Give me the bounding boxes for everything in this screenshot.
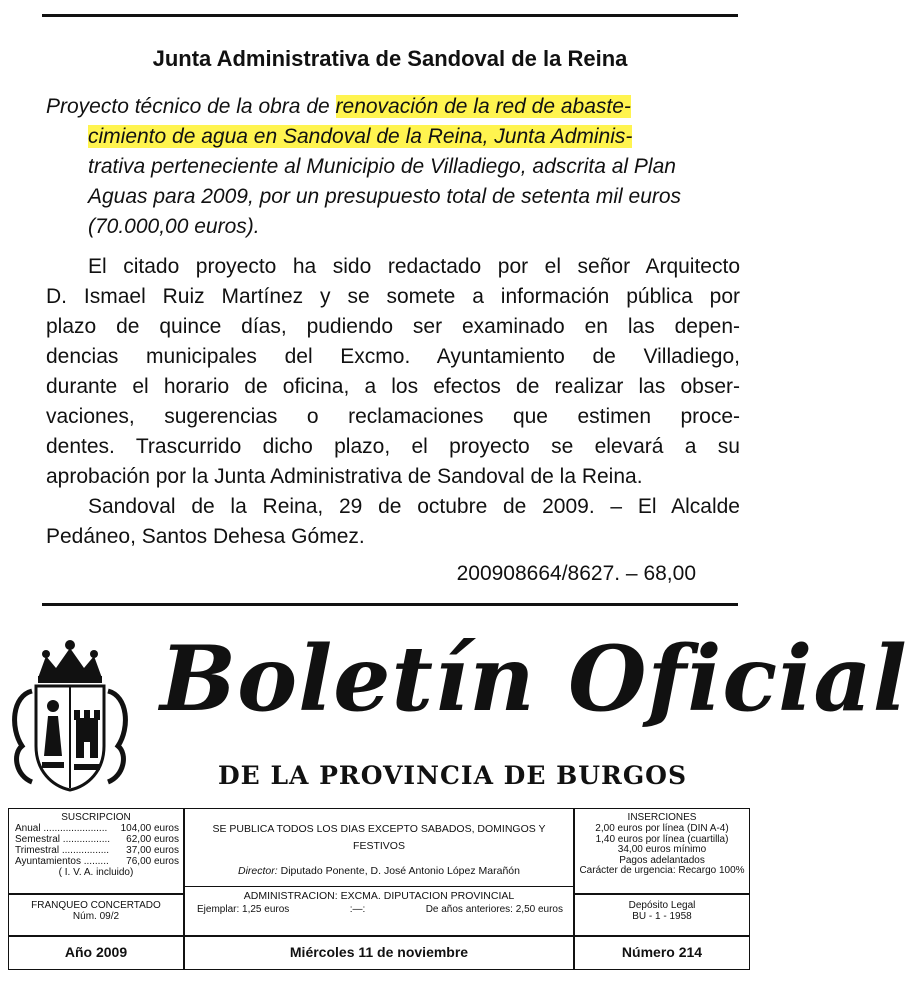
postage-box (8, 894, 184, 936)
subscription-row: Ayuntamientos ......... 76,00 euros (15, 856, 179, 867)
postage-label: FRANQUEO CONCERTADO (31, 900, 161, 911)
lead-line-1: Proyecto técnico de la obra de renovación de la red de abaste- (46, 95, 631, 118)
subscription-box (8, 808, 184, 894)
insertions-heading: INSERCIONES (627, 812, 697, 823)
copy-price: Ejemplar: 1,25 euros (197, 904, 290, 915)
issue-number: Número 214 (574, 936, 750, 970)
notice-title: Junta Administrativa de Sandoval de la Reina (152, 46, 628, 71)
body-line: dentes. Trascurrido dicho plazo, el proyecto se elevará a su (46, 435, 740, 458)
body-line: dencias municipales del Excmo. Ayuntamiento de Villadiego, (46, 345, 740, 368)
lead-line-3: trativa perteneciente al Municipio de Villadiego, adscrita al Plan (88, 155, 676, 178)
coat-of-arms-icon (8, 636, 132, 796)
section-rule (42, 603, 738, 606)
lead-line-4: Aguas para 2009, por un presupuesto total de setenta mil euros (88, 185, 682, 208)
legal-deposit-number: BU - 1 - 1958 (632, 911, 692, 922)
top-rule (42, 14, 738, 17)
price-line (185, 902, 573, 915)
lead-line-5: (70.000,00 euros). (88, 215, 260, 238)
body-line: durante el horario de oficina, a los efectos de realizar las obser- (46, 375, 740, 398)
body-line: El citado proyecto ha sido redactado por el señor Arquitecto (88, 255, 740, 278)
vat-note: ( I. V. A. incluido) (58, 867, 134, 878)
insertion-rate: 2,00 euros por línea (DIN A-4) (595, 823, 729, 834)
issue-date: Miércoles 11 de noviembre (184, 936, 574, 970)
signature-line: Pedáneo, Santos Dehesa Gómez. (46, 525, 365, 548)
subscription-row: Trimestral ................. 37,00 euros (15, 845, 179, 856)
highlighted-text: cimiento de agua en Sandoval de la Reina, Junta Adminis- (88, 125, 633, 148)
notice-lead (46, 92, 740, 242)
legal-deposit-label: Depósito Legal (628, 900, 696, 911)
masthead-subtitle: DE LA PROVINCIA DE BURGOS (218, 761, 687, 790)
subscription-heading: SUSCRIPCION (61, 812, 131, 823)
masthead-title: Boletín Oficial (160, 626, 908, 732)
notice-signature (46, 492, 740, 552)
postage-number: Núm. 09/2 (72, 911, 120, 922)
director-line: Director: Diputado Ponente, D. José Antonio López Marañón (238, 865, 520, 877)
price-separator: :—: (349, 904, 366, 915)
highlighted-text: renovación de la red de abaste- (335, 95, 631, 118)
subscription-row: Semestral ................. 62,00 euros (15, 834, 179, 845)
insertion-rate: 34,00 euros mínimo (617, 844, 707, 855)
insertion-rate: 1,40 euros por línea (cuartilla) (595, 833, 729, 845)
issue-year: Año 2009 (8, 936, 184, 970)
publication-schedule: SE PUBLICA TODOS LOS DIAS EXCEPTO SABADOS, DOMINGOS Y FESTIVOS (212, 823, 546, 852)
signature-line: Sandoval de la Reina, 29 de octubre de 2009. – El Alcalde (88, 495, 740, 518)
body-line: vaciones, sugerencias o reclamaciones que estimen proce- (46, 405, 740, 428)
legal-deposit-box (574, 894, 750, 936)
notice-reference: 200908664/8627. – 68,00 (456, 562, 696, 585)
publication-info-box (184, 808, 574, 936)
lead-line-2 (46, 122, 740, 152)
insertion-rate: Pagos adelantados (619, 854, 705, 866)
notice-body (46, 252, 740, 492)
insertion-rate: Carácter de urgencia: Recargo 100% (579, 865, 745, 876)
subscription-row: Anual ....................... 104,00 euros (15, 823, 179, 834)
body-line: D. Ismael Ruiz Martínez y se somete a información pública por (46, 285, 740, 308)
administration-line: ADMINISTRACION: EXCMA. DIPUTACION PROVINCIAL (243, 890, 515, 902)
body-line: aprobación por la Junta Administrativa de Sandoval de la Reina. (46, 465, 643, 488)
previous-years-price: De años anteriores: 2,50 euros (425, 904, 563, 915)
insertions-box (574, 808, 750, 894)
divider (185, 886, 573, 887)
body-line: plazo de quince días, pudiendo ser examinado en las depen- (46, 315, 740, 338)
